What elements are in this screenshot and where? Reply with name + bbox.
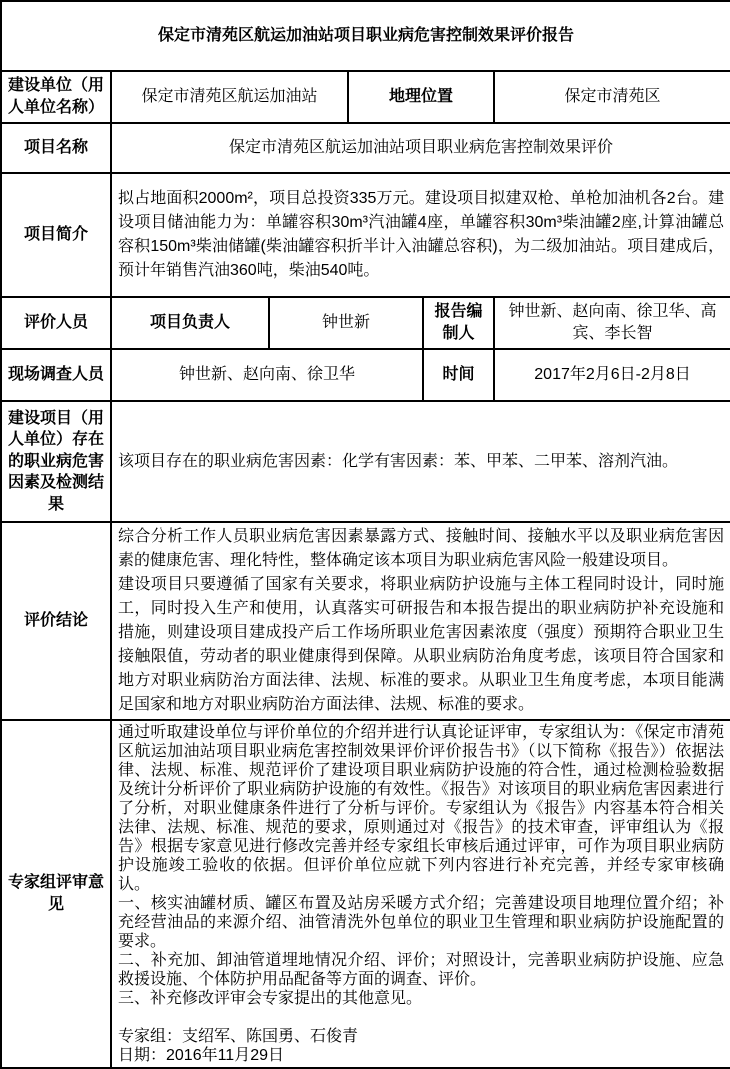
conclusion-label: 评价结论	[1, 522, 111, 720]
time-label: 时间	[423, 349, 494, 401]
report-compiler-names: 钟世新、赵向南、徐卫华、高宾、李长智	[494, 297, 730, 349]
evaluators-label: 评价人员	[1, 297, 111, 349]
hazards-label: 建设项目（用人单位）存在的职业病危害因素及检测结果	[1, 401, 111, 522]
expert-review-label: 专家组评审意见	[1, 720, 111, 1068]
conclusion-paragraph: 综合分析工作人员职业病危害因素暴露方式、接触时间、接触水平以及职业病危害因素的健康危害、理化特性，整体确定该本项目为职业病危害风险一般建设项目。	[118, 528, 725, 569]
conclusion-value	[111, 522, 730, 720]
time-value: 2017年2月6日-2月8日	[494, 349, 730, 401]
project-name-value: 保定市清苑区航运加油站项目职业病危害控制效果评价	[111, 123, 730, 173]
expert-review-paragraph: 二、补充加、卸油管道埋地情况介绍、评价；对照设计，完善职业病防护设施、应急救援设施、个体防护用品配备等方面的调查、评价。	[118, 952, 725, 988]
expert-group-names: 专家组：支绍军、陈国勇、石俊青	[118, 1028, 359, 1045]
unit-value: 保定市清苑区航运加油站	[111, 71, 348, 123]
expert-review-value	[111, 720, 730, 1068]
project-intro-label: 项目简介	[1, 173, 111, 297]
project-leader-label: 项目负责人	[111, 297, 269, 349]
location-value: 保定市清苑区	[494, 71, 730, 123]
project-intro-value: 拟占地面积2000m²，项目总投资335万元。建设项目拟建双枪、单枪加油机各2台。建设项目储油能力为：单罐容积30m³汽油罐4座，单罐容积30m³柴油罐2座,计算油罐总容积150m³柴油储罐(柴油罐容积折半计入油罐总容积)，为二级加油站。项目建成后，预计年销售汽油360吨，柴油540吨。	[111, 173, 730, 297]
location-label: 地理位置	[348, 71, 494, 123]
expert-review-paragraph: 一、核实油罐材质、罐区布置及站房采暖方式介绍；完善建设项目地理位置介绍；补充经营油品的来源介绍、油管清洗外包单位的职业卫生管理和职业病防护设施配置的要求。	[118, 895, 725, 950]
project-leader-name: 钟世新	[269, 297, 423, 349]
conclusion-paragraph: 建设项目只要遵循了国家有关要求，将职业病防护设施与主体工程同时设计，同时施工，同时投入生产和使用，认真落实可研报告和本报告提出的职业病防护补充设施和措施，则建设项目建成投产后工作场所职业危害因素浓度（强度）预期符合职业卫生接触限值，劳动者的职业健康得到保障。从职业病防治角度考虑，该项目符合国家和地方对职业病防治方面法律、法规、标准的要求。从职业卫生角度考虑，本项目能满足国家和地方对职业病防治方面法律、法规、标准的要求。	[118, 576, 725, 713]
expert-review-paragraph: 通过听取建设单位与评价单位的介绍并进行认真论证评审，专家组认为：《保定市清苑区航运加油站项目职业病危害控制效果评价评价报告书》（以下简称《报告》）依据法律、法规、标准、规范评价了建设项目职业病防护设施的符合性，通过检测检验数据及统计分析评价了职业病防护设施的有效性。《报告》对该项目的职业病危害因素进行了分析，对职业健康条件进行了分析与评价。专家组认为《报告》内容基本符合相关法律、法规、标准、规范的要求，原则通过对《报告》的技术审查，评审组认为《报告》根据专家意见进行修改完善并经专家组长审核后通过评审，可作为项目职业病防护设施竣工验收的依据。但评价单位应就下列内容进行补充完善，并经专家审核确认。	[118, 724, 725, 893]
unit-label: 建设单位（用人单位名称）	[1, 71, 111, 123]
expert-review-paragraph: 三、补充修改评审会专家提出的其他意见。	[118, 990, 423, 1007]
survey-names: 钟世新、赵向南、徐卫华	[111, 349, 423, 401]
report-title: 保定市清苑区航运加油站项目职业病危害控制效果评价报告	[1, 1, 730, 71]
hazards-value: 该项目存在的职业病危害因素：化学有害因素：苯、甲苯、二甲苯、溶剂汽油。	[111, 401, 730, 522]
report-compiler-label: 报告编制人	[423, 297, 494, 349]
survey-label: 现场调查人员	[1, 349, 111, 401]
project-name-label: 项目名称	[1, 123, 111, 173]
expert-review-blank-line	[118, 1008, 724, 1027]
review-date: 日期：2016年11月29日	[118, 1047, 285, 1064]
